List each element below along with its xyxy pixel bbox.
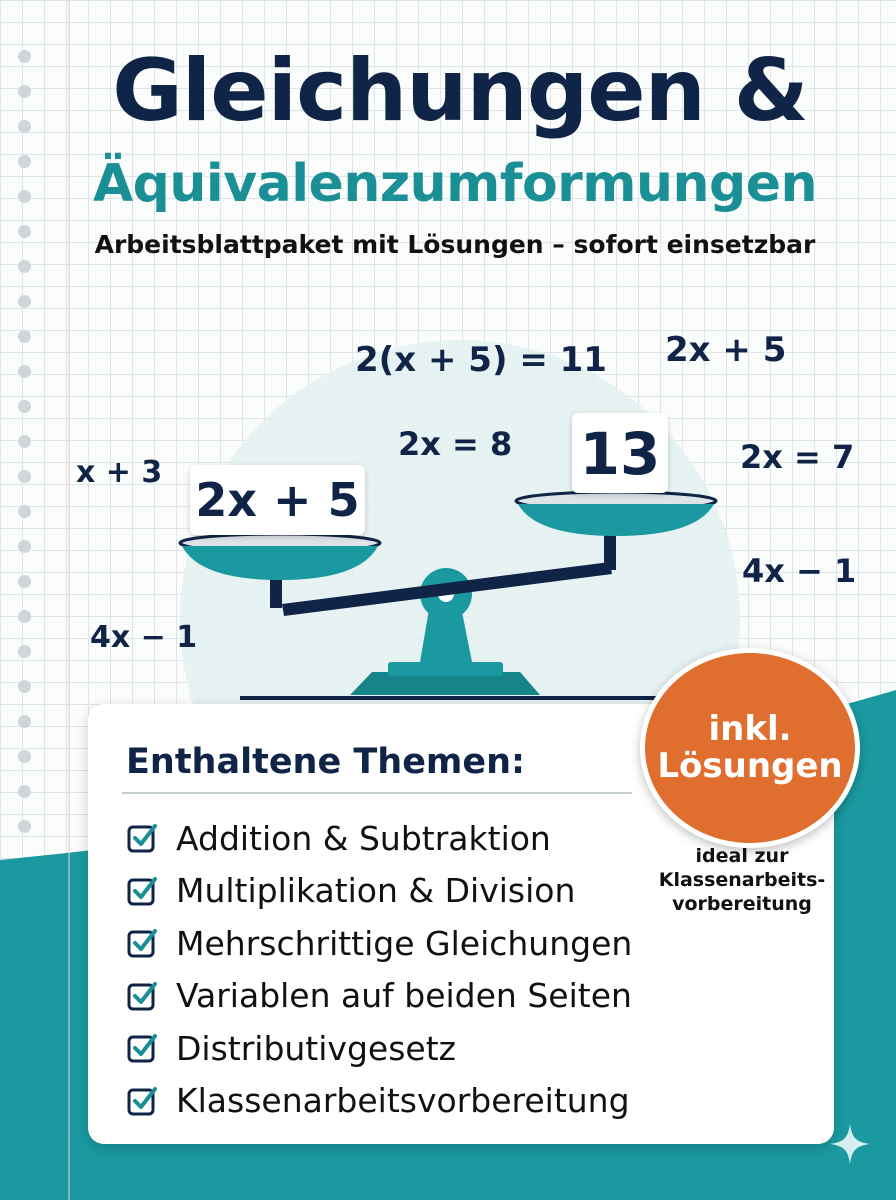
list-item	[126, 970, 632, 1023]
badge-caption	[632, 845, 852, 916]
checkbox-checked-icon	[126, 1085, 158, 1117]
left-pan-card: 2x + 5	[190, 465, 365, 535]
panel-title: Enthaltene Themen:	[126, 742, 526, 782]
solutions-badge	[640, 648, 860, 848]
checkbox-checked-icon	[126, 822, 158, 854]
right-pan-card: 13	[572, 413, 668, 493]
topic-label: Distributivgesetz	[176, 1028, 456, 1068]
expression-left-lower: 4x − 1	[90, 620, 198, 655]
list-item	[126, 1075, 632, 1128]
badge-caption-line-2: Klassenarbeits-	[658, 868, 826, 891]
topic-label: Multiplikation & Division	[176, 871, 576, 911]
checkbox-checked-icon	[126, 980, 158, 1012]
panel-divider	[122, 792, 632, 794]
badge-caption-line-1: ideal zur	[695, 845, 789, 867]
checkbox-checked-icon	[126, 1032, 158, 1064]
expression-top-center: 2(x + 5) = 11	[355, 340, 607, 380]
checkbox-checked-icon	[126, 875, 158, 907]
list-item	[126, 865, 632, 918]
list-item	[126, 812, 632, 865]
subtitle: Arbeitsblattpaket mit Lösungen – sofort einsetzbar	[94, 230, 816, 259]
badge-line-2: Lösungen	[657, 746, 843, 786]
title-line-1: Gleichungen &	[112, 41, 808, 141]
expression-mid-right: 2x = 7	[740, 438, 855, 476]
expression-mid-center: 2x = 8	[398, 425, 513, 463]
badge-line-1: inkl.	[708, 708, 792, 749]
topic-label: Mehrschrittige Gleichungen	[176, 923, 633, 963]
sparkle-icon	[828, 1122, 872, 1166]
list-item	[126, 917, 632, 970]
topic-list	[126, 812, 632, 1127]
badge-caption-line-3: vorbereitung	[672, 892, 812, 915]
expression-left-upper: x + 3	[76, 455, 163, 490]
expression-top-right: 2x + 5	[665, 330, 787, 370]
expression-right-lower: 4x − 1	[742, 552, 857, 590]
title-line-2: Äquivalenzumformungen	[92, 154, 818, 214]
topic-label: Klassenarbeitsvorbereitung	[176, 1081, 630, 1121]
topic-label: Variablen auf beiden Seiten	[176, 976, 632, 1016]
list-item	[126, 1022, 632, 1075]
checkbox-checked-icon	[126, 927, 158, 959]
topic-label: Addition & Subtraktion	[176, 818, 551, 858]
